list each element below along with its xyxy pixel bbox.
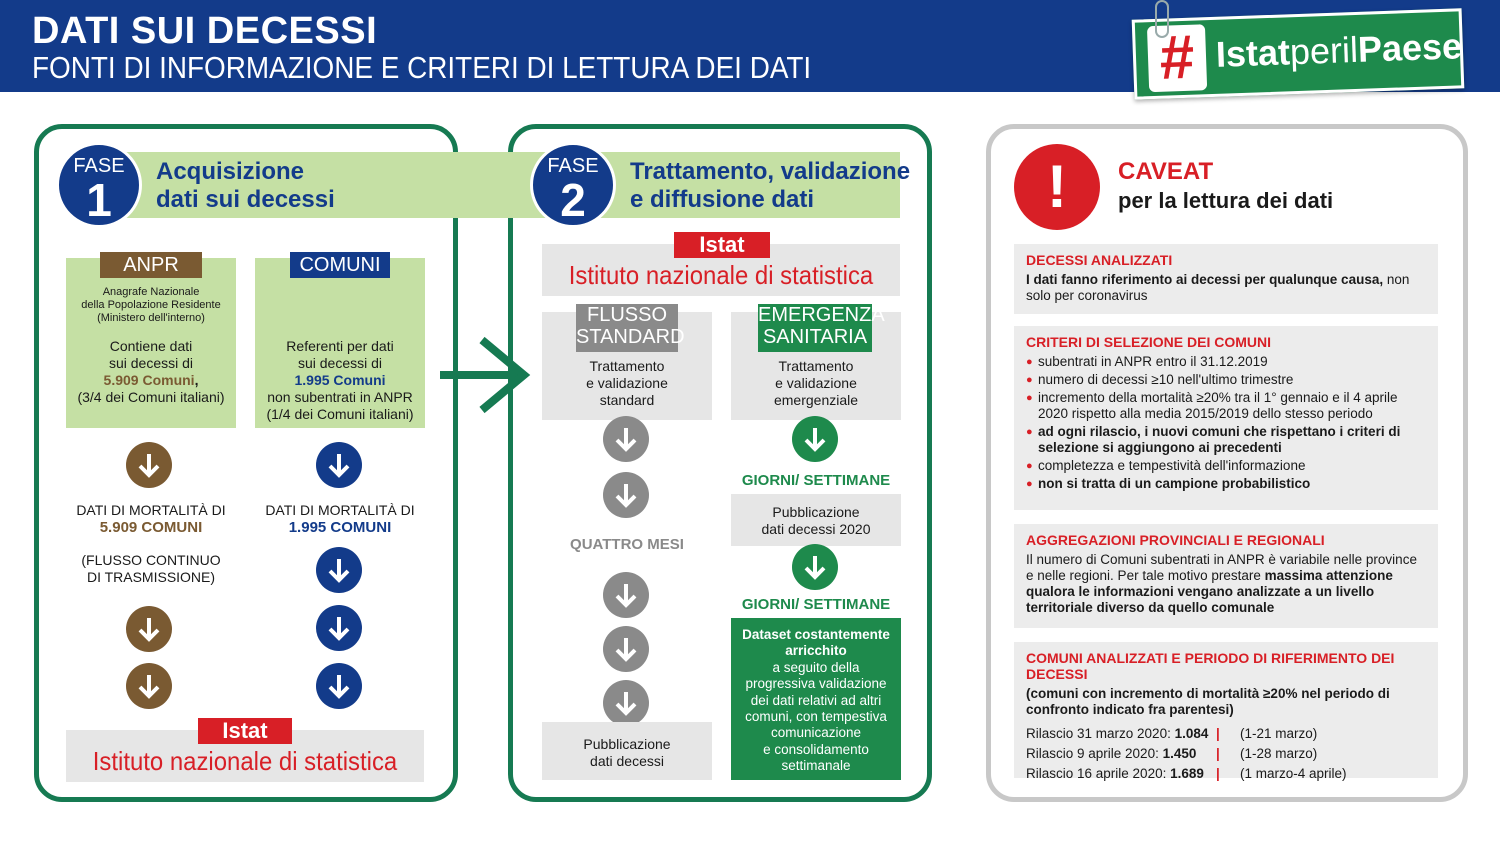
pubblicazione-2020-box: Pubblicazione dati decessi 2020 — [731, 494, 901, 546]
arrow-down-icon — [603, 572, 649, 618]
badge-text: IstatperilPaese — [1215, 25, 1463, 75]
arrow-down-icon — [126, 442, 172, 488]
anpr-tag: ANPR — [100, 252, 202, 278]
istat-tag: Istat — [674, 232, 770, 258]
arrow-down-icon — [316, 663, 362, 709]
chevron-right-icon — [440, 330, 540, 420]
arrow-down-icon — [316, 547, 362, 593]
caveat-subtitle: per la lettura dei dati — [1118, 188, 1334, 213]
caveat-title: CAVEAT — [1118, 158, 1214, 185]
arrow-down-icon — [792, 416, 838, 462]
pubblicazione-standard-box: Pubblicazione dati decessi — [542, 722, 712, 780]
list-item: ● incremento della mortalità ≥20% tra il 1° gennaio e il 4 aprile 2020 rispetto alla media 2015/2019 dello stesso periodo — [1026, 390, 1426, 422]
paperclip-icon — [1155, 0, 1169, 38]
list-item: ● completezza e tempestività dell'informazione — [1026, 458, 1426, 474]
arrow-down-icon — [316, 605, 362, 651]
comuni-box: Referenti per dati sui decessi di 1.995 Comuni non subentrati in ANPR (1/4 dei Comuni italiani) — [255, 258, 425, 428]
release-row: Rilascio 31 marzo 2020: 1.084 | (1-21 marzo) — [1026, 726, 1318, 741]
giorni-settimane-label-2: GIORNI/ SETTIMANE — [741, 596, 891, 613]
release-row: Rilascio 16 aprile 2020: 1.689 | (1 marzo-4 aprile) — [1026, 766, 1347, 781]
arrow-down-icon — [316, 442, 362, 488]
arrow-down-icon — [126, 663, 172, 709]
emergenza-box: Trattamento e validazione emergenziale — [731, 312, 901, 420]
arrow-down-icon — [792, 544, 838, 590]
page-title: DATI SUI DECESSI — [32, 10, 378, 52]
hashtag-icon: # — [1147, 24, 1207, 92]
fase2-title: Trattamento, validazione e diffusione dati — [630, 158, 911, 213]
list-item: ● numero di decessi ≥10 nell'ultimo trimestre — [1026, 372, 1426, 388]
flusso-standard-tag: FLUSSO STANDARD — [576, 304, 678, 352]
quattro-mesi-label: QUATTRO MESI — [570, 536, 684, 553]
arrow-down-icon — [603, 680, 649, 726]
criteri-selezione-box: CRITERI DI SELEZIONE DEI COMUNI ● subentrati in ANPR entro il 31.12.2019 ● numero di decessi ≥10 nell'ultimo trimestre ● incremento della mortalità ≥20% tra il 1° gennaio e il 4 aprile 2020 rispetto alla media 2015/2019 dello stesso periodo ● ad ogni rilascio, i nuovi comuni che rispettano i criteri di selezione si aggiungono ai precedenti ● completezza e tempestività dell'informazione ● non si tratta di un campione probabilistico — [1014, 326, 1438, 510]
anpr-mortalita: DATI DI MORTALITÀ DI 5.909 COMUNI — [76, 502, 226, 536]
istat-per-il-paese-logo — [1132, 8, 1465, 99]
fase1-badge: FASE 1 — [56, 142, 142, 228]
istat-name: Istituto nazionale di statistica — [568, 260, 874, 290]
fase1-title: Acquisizione dati sui decessi — [156, 158, 335, 213]
arrow-down-icon — [126, 606, 172, 652]
decessi-analizzati-box: DECESSI ANALIZZATI I dati fanno riferimento ai decessi per qualunque causa, non solo per coronavirus — [1014, 244, 1438, 314]
aggregazioni-box: AGGREGAZIONI PROVINCIALI E REGIONALI Il numero di Comuni subentrati in ANPR è variabile nelle province e nelle regioni. Per tale motivo prestare massima attenzione qualora le informazioni vengano analizzate a un livello territoriale diverso da quello comunale — [1014, 524, 1438, 628]
giorni-settimane-label-1: GIORNI/ SETTIMANE — [741, 472, 891, 489]
comuni-tag: COMUNI — [290, 252, 390, 278]
arrow-down-icon — [603, 472, 649, 518]
page-subtitle: FONTI DI INFORMAZIONE E CRITERI DI LETTURA DEI DATI — [32, 50, 812, 85]
list-item: ● non si tratta di un campione probabilistico — [1026, 476, 1426, 492]
flusso-continuo: (FLUSSO CONTINUO DI TRASMISSIONE) — [81, 552, 221, 585]
arrow-down-icon — [603, 626, 649, 672]
list-item: ● subentrati in ANPR entro il 31.12.2019 — [1026, 354, 1426, 370]
comuni-analizzati-box: COMUNI ANALIZZATI E PERIODO DI RIFERIMENTO DEI DECESSI (comuni con incremento di mortalità ≥20% nel periodo di confronto indicato fra parentesi) Rilascio 31 marzo 2020: 1.084 | (1-21 marzo) Rilascio 9 aprile 2020: 1.450 | (1-28 marzo) Rilascio 16 aprile 2020: 1.689 | (1 marzo-4 aprile) — [1014, 642, 1438, 778]
flusso-standard-box: Trattamento e validazione standard — [542, 312, 712, 420]
istat-name: Istituto nazionale di statistica — [92, 746, 398, 776]
arrow-down-icon — [603, 416, 649, 462]
dataset-box: Dataset costantemente arricchito a seguito della progressiva validazione dei dati relativi ad altri comuni, con tempestiva comunicazione e consolidamento settimanale — [731, 618, 901, 780]
istat-tag: Istat — [198, 718, 292, 744]
emergenza-tag: EMERGENZA SANITARIA — [758, 304, 872, 352]
comuni-mortalita: DATI DI MORTALITÀ DI 1.995 COMUNI — [265, 502, 415, 536]
exclamation-icon: ! — [1014, 144, 1100, 230]
fase2-badge: FASE 2 — [530, 142, 616, 228]
release-row: Rilascio 9 aprile 2020: 1.450 | (1-28 marzo) — [1026, 746, 1318, 761]
list-item: ● ad ogni rilascio, i nuovi comuni che rispettano i criteri di selezione si aggiungono ai precedenti — [1026, 424, 1426, 456]
anpr-box: Anagrafe Nazionale della Popolazione Residente (Ministero dell'interno) Contiene dati sui decessi di 5.909 Comuni, (3/4 dei Comuni italiani) — [66, 258, 236, 428]
